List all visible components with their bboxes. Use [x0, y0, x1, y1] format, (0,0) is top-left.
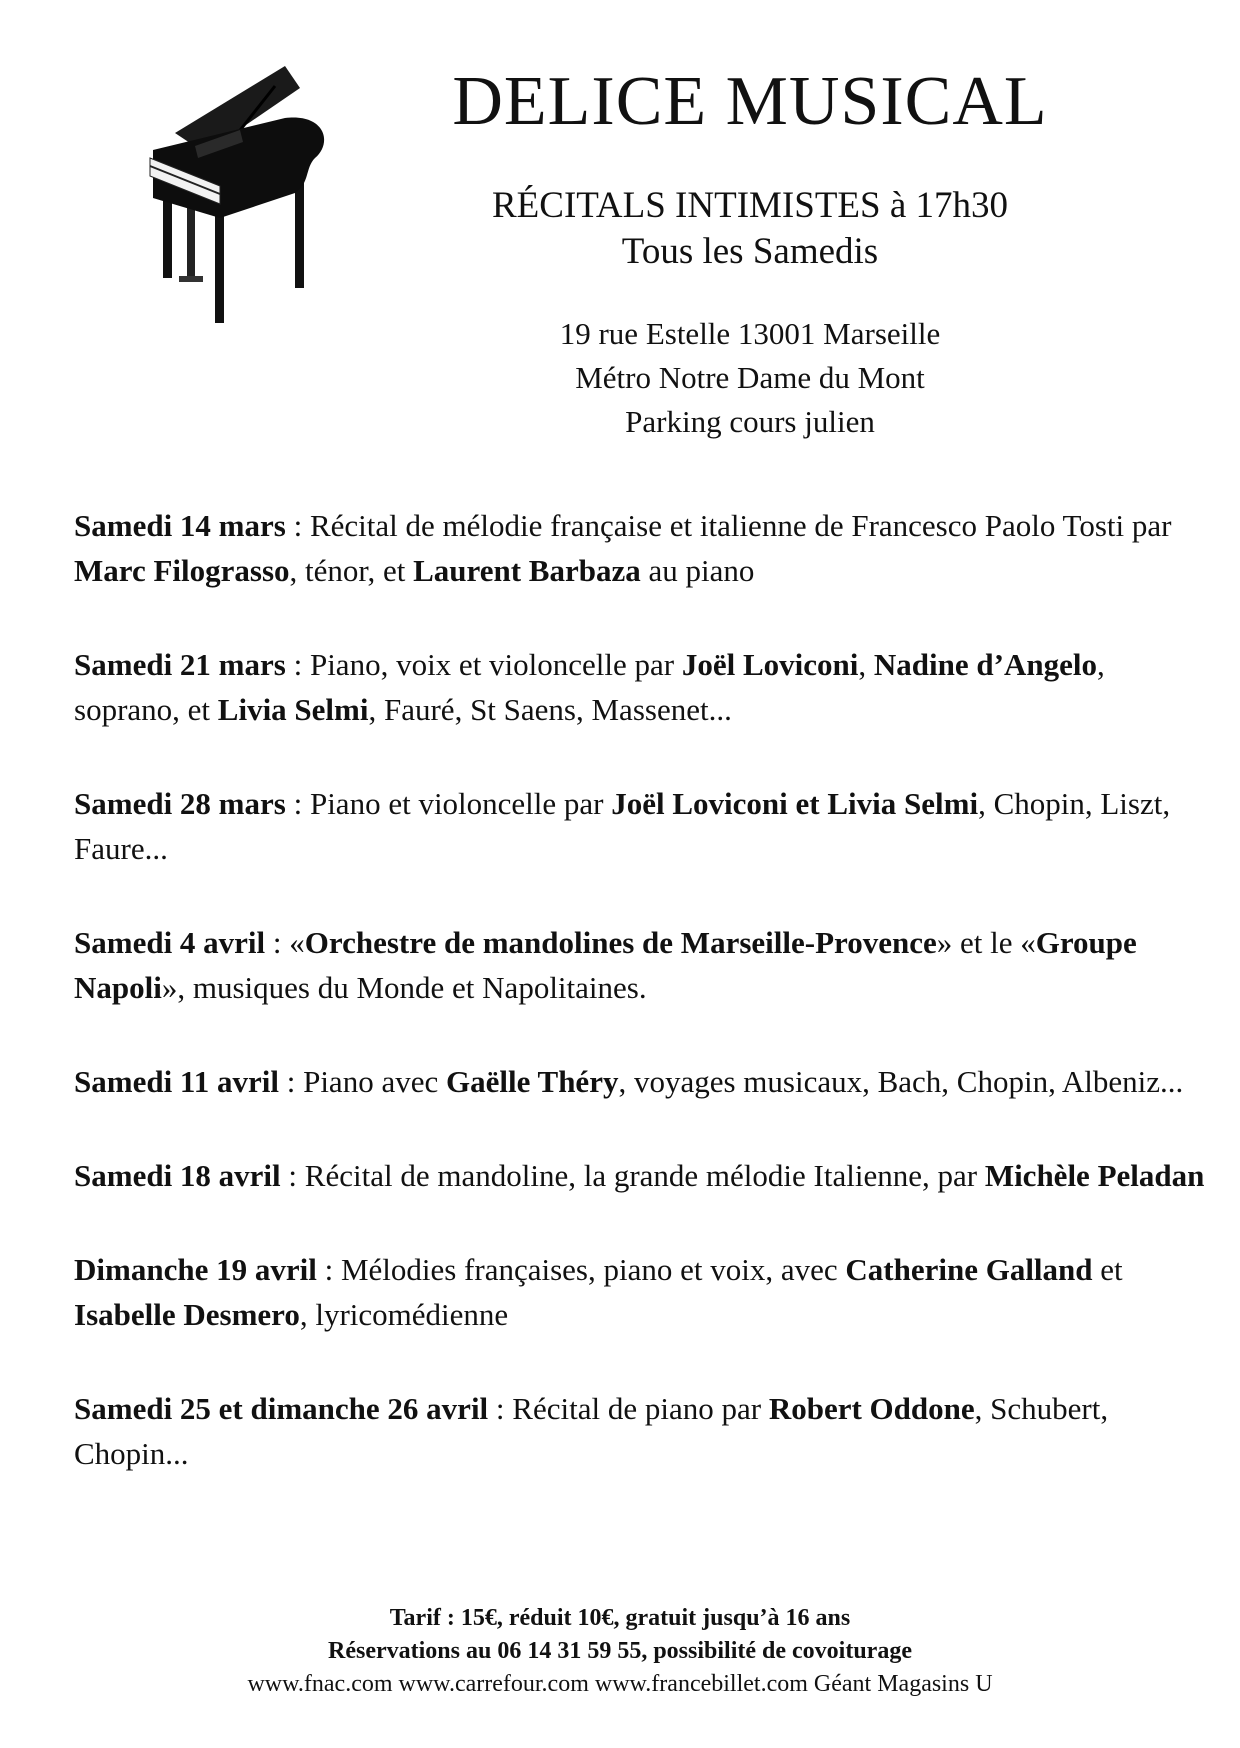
address-metro: Métro Notre Dame du Mont [575, 360, 925, 395]
address-parking: Parking cours julien [625, 404, 875, 439]
event-item: Samedi 25 et dimanche 26 avril : Récital de piano par Robert Oddone, Schubert, Chopin... [74, 1391, 1109, 1471]
subtitle-schedule: Tous les Samedis [621, 231, 879, 272]
grand-piano-icon [135, 58, 335, 328]
event-item: Dimanche 19 avril : Mélodies françaises, piano et voix, avec Catherine Galland et Isabelle Desmero, lyricomédienne [74, 1252, 1123, 1332]
events-list [74, 503, 1214, 1525]
subtitle [380, 183, 1120, 275]
footer-sites: www.fnac.com www.carrefour.com www.francebillet.com Géant Magasins U [247, 1671, 993, 1697]
event-item: Samedi 18 avril : Récital de mandoline, la grande mélodie Italienne, par Michèle Peladan [74, 1158, 1205, 1193]
event-item: Samedi 11 avril : Piano avec Gaëlle Théry, voyages musicaux, Bach, Chopin, Albeniz... [74, 1064, 1184, 1099]
footer-reservations: Réservations au 06 14 31 59 55, possibilité de covoiturage [328, 1638, 912, 1664]
subtitle-recitals: RÉCITALS INTIMISTES à 17h30 [491, 185, 1009, 226]
footer [0, 1602, 1240, 1701]
address-street: 19 rue Estelle 13001 Marseille [559, 316, 941, 351]
page-title: DELICE MUSICAL [452, 63, 1048, 140]
event-item: Samedi 21 mars : Piano, voix et violoncelle par Joël Loviconi, Nadine d’Angelo, soprano, et Livia Selmi, Fauré, St Saens, Massenet... [74, 647, 1105, 727]
event-item: Samedi 14 mars : Récital de mélodie française et italienne de Francesco Paolo Tosti par Marc Filograsso, ténor, et Laurent Barbaza au piano [74, 508, 1172, 588]
footer-tarif: Tarif : 15€, réduit 10€, gratuit jusqu’à 16 ans [389, 1605, 851, 1631]
address-block [380, 312, 1120, 444]
event-item: Samedi 28 mars : Piano et violoncelle par Joël Loviconi et Livia Selmi, Chopin, Liszt, Faure... [74, 786, 1171, 866]
event-item: Samedi 4 avril : «Orchestre de mandolines de Marseille-Provence» et le «Groupe Napoli», musiques du Monde et Napolitaines. [74, 925, 1137, 1005]
